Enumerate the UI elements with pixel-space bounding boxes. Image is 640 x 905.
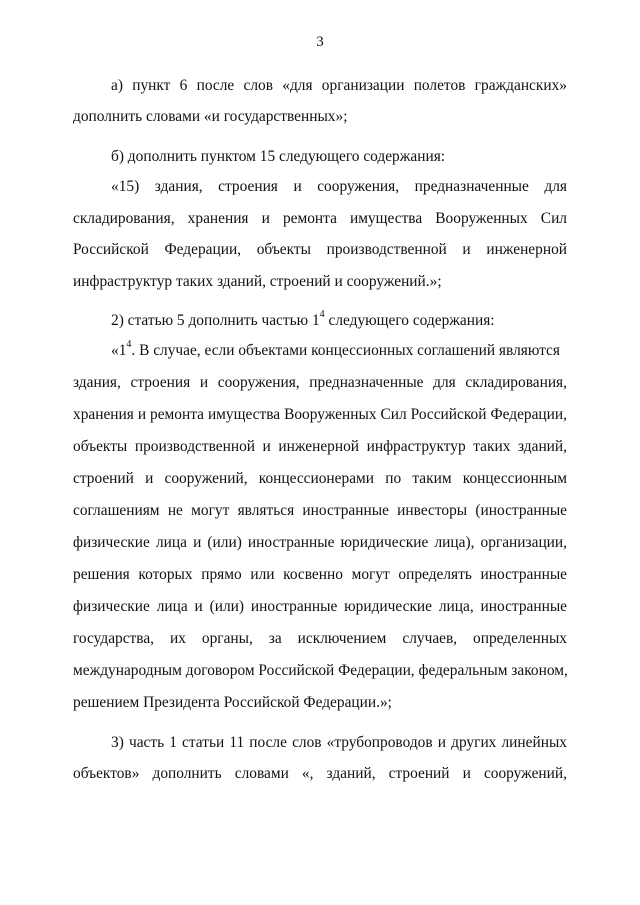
superscript: 4 — [319, 308, 325, 320]
text-line: объекты производственной и инженерной инфраструктур таких зданий, — [73, 438, 567, 455]
text-line: государства, их органы, за исключением случаев, определенных — [73, 630, 567, 647]
text-fragment: «1 — [111, 342, 127, 359]
text-line: международным договором Российской Федерации, федеральным законом, — [73, 662, 568, 679]
text-line: решения которых прямо или косвенно могут определять иностранные — [73, 566, 567, 583]
text-line: Российской Федерации, объекты производственной и инженерной — [73, 241, 567, 258]
text-line: объектов» дополнить словами «, зданий, строений и сооружений, — [73, 765, 567, 782]
text-fragment: следующего содержания: — [324, 312, 495, 329]
text-line: 3) часть 1 статьи 11 после слов «трубопроводов и других линейных — [111, 734, 567, 751]
page-number: 3 — [316, 34, 324, 50]
text-fragment: 2) статью 5 дополнить частью 1 — [111, 312, 320, 329]
text-line — [111, 308, 567, 331]
text-line — [111, 338, 567, 361]
text-line: физические лица и (или) иностранные юридические лица, иностранные — [73, 598, 567, 615]
text-line: здания, строения и сооружения, предназначенные для складирования, — [73, 374, 567, 391]
text-line: б) дополнить пунктом 15 следующего содержания: — [111, 148, 446, 165]
text-line: «15) здания, строения и сооружения, предназначенные для — [111, 178, 567, 195]
text-line: складирования, хранения и ремонта имущества Вооруженных Сил — [73, 210, 567, 227]
text-line: хранения и ремонта имущества Вооруженных Сил Российской Федерации, — [73, 406, 567, 423]
text-line: соглашениям не могут являться иностранные инвесторы (иностранные — [73, 502, 567, 519]
text-line: инфраструктур таких зданий, строений и сооружений.»; — [73, 273, 442, 290]
text-line: а) пункт 6 после слов «для организации полетов гражданских» — [111, 77, 567, 94]
text-line: физические лица и (или) иностранные юридические лица), организации, — [73, 534, 567, 551]
text-line: решением Президента Российской Федерации.»; — [73, 694, 392, 711]
text-line: дополнить словами «и государственных»; — [73, 108, 348, 125]
text-line: строений и сооружений, концессионерами по таким концессионным — [73, 470, 567, 487]
superscript: 4 — [126, 338, 132, 350]
text-fragment: . В случае, если объектами концессионных соглашений являются — [131, 342, 560, 359]
